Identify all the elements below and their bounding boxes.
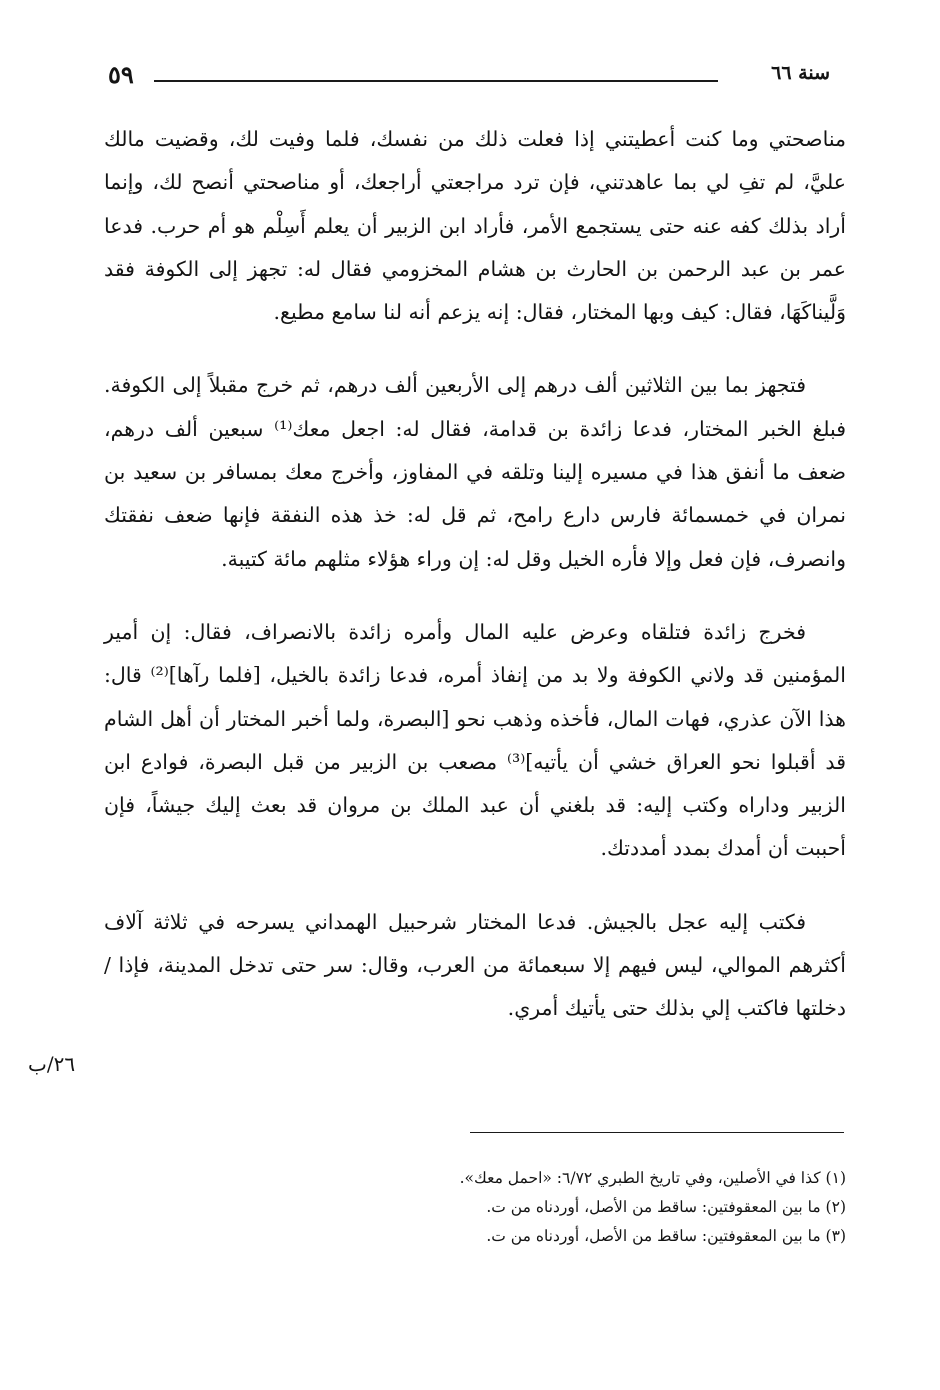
page-header xyxy=(108,60,830,100)
footnote-1: (١) كذا في الأصلين، وفي تاريخ الطبري ٦/٧٢: «احمل معك». xyxy=(459,1169,846,1187)
paragraph-3: فخرج زائدة فتلقاه وعرض عليه المال وأمره زائدة بالانصراف، فقال: إن أمير المؤمنين قد ولاني الكوفة ولا بد من إنفاذ أمره، فدعا زائدة بالخيل، [فلما رآها]⁽²⁾ قال: هذا الآن عذري، فهات المال، فأخذه وذهب نحو [البصرة، ولما أخبر المختار أن أهل الشام قد أقبلوا نحو العراق خشي أن يأتيه]⁽³⁾ مصعب بن الزبير من قبل البصرة، فوادع ابن الزبير وداراه وكتب إليه: قد بلغني أن عبد الملك بن مروان قد بعث إليك جيشاً، فإن أحببت أن أمدك بمدد أمددتك. xyxy=(104,619,846,861)
running-head: سنة ٦٦ xyxy=(771,62,830,84)
footnote-3: (٣) ما بين المعقوفتين: ساقط من الأصل، أوردناه من ت. xyxy=(486,1227,846,1245)
body-text xyxy=(104,118,846,1061)
header-rule xyxy=(154,80,718,82)
manuscript-folio-note: ٢٦/ب xyxy=(28,1052,76,1076)
paragraph-2: فتجهز بما بين الثلاثين ألف درهم إلى الأربعين ألف درهم، ثم خرج مقبلاً إلى الكوفة. فبلغ الخبر المختار، فدعا زائدة بن قدامة، فقال له: اجعل معك⁽¹⁾ سبعين ألف درهم، ضعف ما أنفق هذا في مسيره إلينا وتلقه في المفاوز، وأخرج معك بمسافر بن سعيد بن نمران في خمسمائة فارس دارع رامح، ثم قل له: خذ هذه النفقة فإنها ضعف نفقتك وانصرف، فإن فعل وإلا فأره الخيل وقل له: إن وراء هؤلاء مثلهم مائة كتيبة. xyxy=(104,373,847,571)
footnotes xyxy=(104,1164,846,1251)
page-number: ٥٩ xyxy=(108,60,134,89)
footnote-rule xyxy=(470,1132,844,1133)
paragraph-4: فكتب إليه عجل بالجيش. فدعا المختار شرحبيل الهمداني يسرحه في ثلاثة آلاف أكثرهم الموالي، ليس فيهم إلا سبعمائة من العرب، وقال: سر حتى تدخل المدينة، فإذا / دخلتها فاكتب إلي بذلك حتى يأتيك أمري. xyxy=(104,909,846,1021)
paragraph-1: مناصحتي وما كنت أعطيتني إذا فعلت ذلك من نفسك، فلما وفيت لك، وقضيت مالك عليَّ، لم تفِ لي بما عاهدتني، فإن ترد مراجعتي أراجعك، أو مناصحتي أنصح لك، وإنما أراد بذلك كفه عنه حتى يستجمع الأمر، فأراد ابن الزبير أن يعلم أَسِلْم هو أم حرب. فدعا عمر بن عبد الرحمن بن الحارث بن هشام المخزومي فقال له: تجهز إلى الكوفة فقد وَلَّيناكَهَا، فقال: كيف وبها المختار، فقال: إنه يزعم أنه لنا سامع مطيع. xyxy=(104,127,846,325)
footnote-2: (٢) ما بين المعقوفتين: ساقط من الأصل، أوردناه من ت. xyxy=(486,1198,846,1216)
